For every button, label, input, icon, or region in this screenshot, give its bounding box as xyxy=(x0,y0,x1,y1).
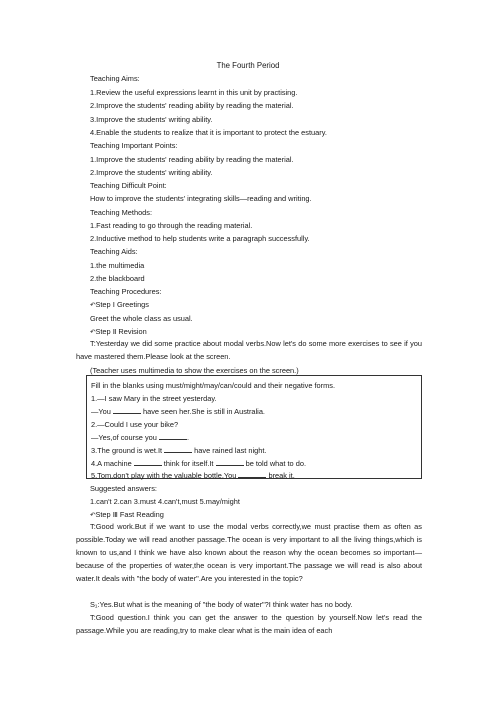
aid-item: 2.the blackboard xyxy=(90,274,145,283)
exercise-question: —Yes,of course you . xyxy=(91,433,189,442)
methods-heading: Teaching Methods: xyxy=(90,208,153,217)
step-2-note: (Teacher uses multimedia to show the exercises on the screen.) xyxy=(90,366,299,375)
step-arrow-icon: ↶ xyxy=(90,511,96,519)
answer-blank xyxy=(164,446,192,453)
step-3-heading xyxy=(90,510,164,520)
step-1-label: Step Ⅰ Greetings xyxy=(95,300,149,309)
method-item: 1.Fast reading to go through the reading material. xyxy=(90,221,253,230)
step-arrow-icon: ↶ xyxy=(90,328,96,336)
aids-heading: Teaching Aids: xyxy=(90,247,138,256)
exercise-question: 2.—Could I use your bike? xyxy=(91,420,179,429)
aims-heading: Teaching Aims: xyxy=(90,74,140,83)
page-title: The Fourth Period xyxy=(216,61,280,70)
aim-item: 4.Enable the students to realize that it is important to protect the estuary. xyxy=(90,128,327,137)
difficult-heading: Teaching Difficult Point: xyxy=(90,181,167,190)
answers-heading: Suggested answers: xyxy=(90,484,157,493)
answer-blank xyxy=(216,459,244,466)
step-3-paragraph: T:Good question.I think you can get the answer to the question by yourself.Now let's read the passage.While you are reading,try to make clear what is the main idea of each xyxy=(76,613,422,635)
answer-blank xyxy=(159,433,187,440)
exercise-question: 4.A machine think for itself.It be told what to do. xyxy=(91,459,306,468)
answer-blank xyxy=(134,459,162,466)
answers-text: 1.can't 2.can 3.must 4.can't,must 5.may/might xyxy=(90,497,240,506)
exercise-instruction: Fill in the blanks using must/might/may/can/could and their negative forms. xyxy=(91,381,336,390)
exercise-box xyxy=(86,375,422,479)
important-item: 2.Improve the students' writing ability. xyxy=(90,168,213,177)
answer-blank xyxy=(113,407,141,414)
aid-item: 1.the multimedia xyxy=(90,261,145,270)
procedures-heading: Teaching Procedures: xyxy=(90,287,162,296)
difficult-text: How to improve the students' integrating skills—reading and writing. xyxy=(90,194,312,203)
step-arrow-icon: ↶ xyxy=(90,301,96,309)
step-3-paragraph: T:Good work.But if we want to use the modal verbs correctly,we must practise them as often as possible.Today we will read another passage.The ocean is very important to all the living things,which is known to us,and I think we have also known about the reason why the ocean becomes so important—because of the properties of water,the ocean is very important.The passage we will read is also about water.It deals with "the body of water".Are you interested in the topic? xyxy=(76,522,422,583)
exercise-question: 1.—I saw Mary in the street yesterday. xyxy=(91,394,217,403)
exercise-question: 3.The ground is wet.It have rained last night. xyxy=(91,446,267,455)
step-3-paragraph: S₁:Yes.But what is the meaning of "the body of water"?I think water has no body. xyxy=(90,600,353,609)
aim-item: 3.Improve the students' writing ability. xyxy=(90,115,213,124)
exercise-question: —You have seen her.She is still in Australia. xyxy=(91,407,265,416)
step-2-label: Step Ⅱ Revision xyxy=(95,327,147,336)
step-1-text: Greet the whole class as usual. xyxy=(90,314,193,323)
step-1-heading xyxy=(90,300,149,310)
answer-blank xyxy=(238,471,266,478)
important-heading: Teaching Important Points: xyxy=(90,141,178,150)
step-2-heading xyxy=(90,327,147,337)
step-2-paragraph: T:Yesterday we did some practice about modal verbs.Now let's do some more exercises to see if you have mastered them.Please look at the screen. xyxy=(76,339,422,361)
exercise-question: 5.Tom,don't play with the valuable bottle.You break it. xyxy=(91,471,295,480)
important-item: 1.Improve the students' reading ability by reading the material. xyxy=(90,155,294,164)
aim-item: 1.Review the useful expressions learnt in this unit by practising. xyxy=(90,88,298,97)
aim-item: 2.Improve the students' reading ability by reading the material. xyxy=(90,101,294,110)
method-item: 2.Inductive method to help students write a paragraph successfully. xyxy=(90,234,310,243)
step-3-label: Step Ⅲ Fast Reading xyxy=(95,510,164,519)
